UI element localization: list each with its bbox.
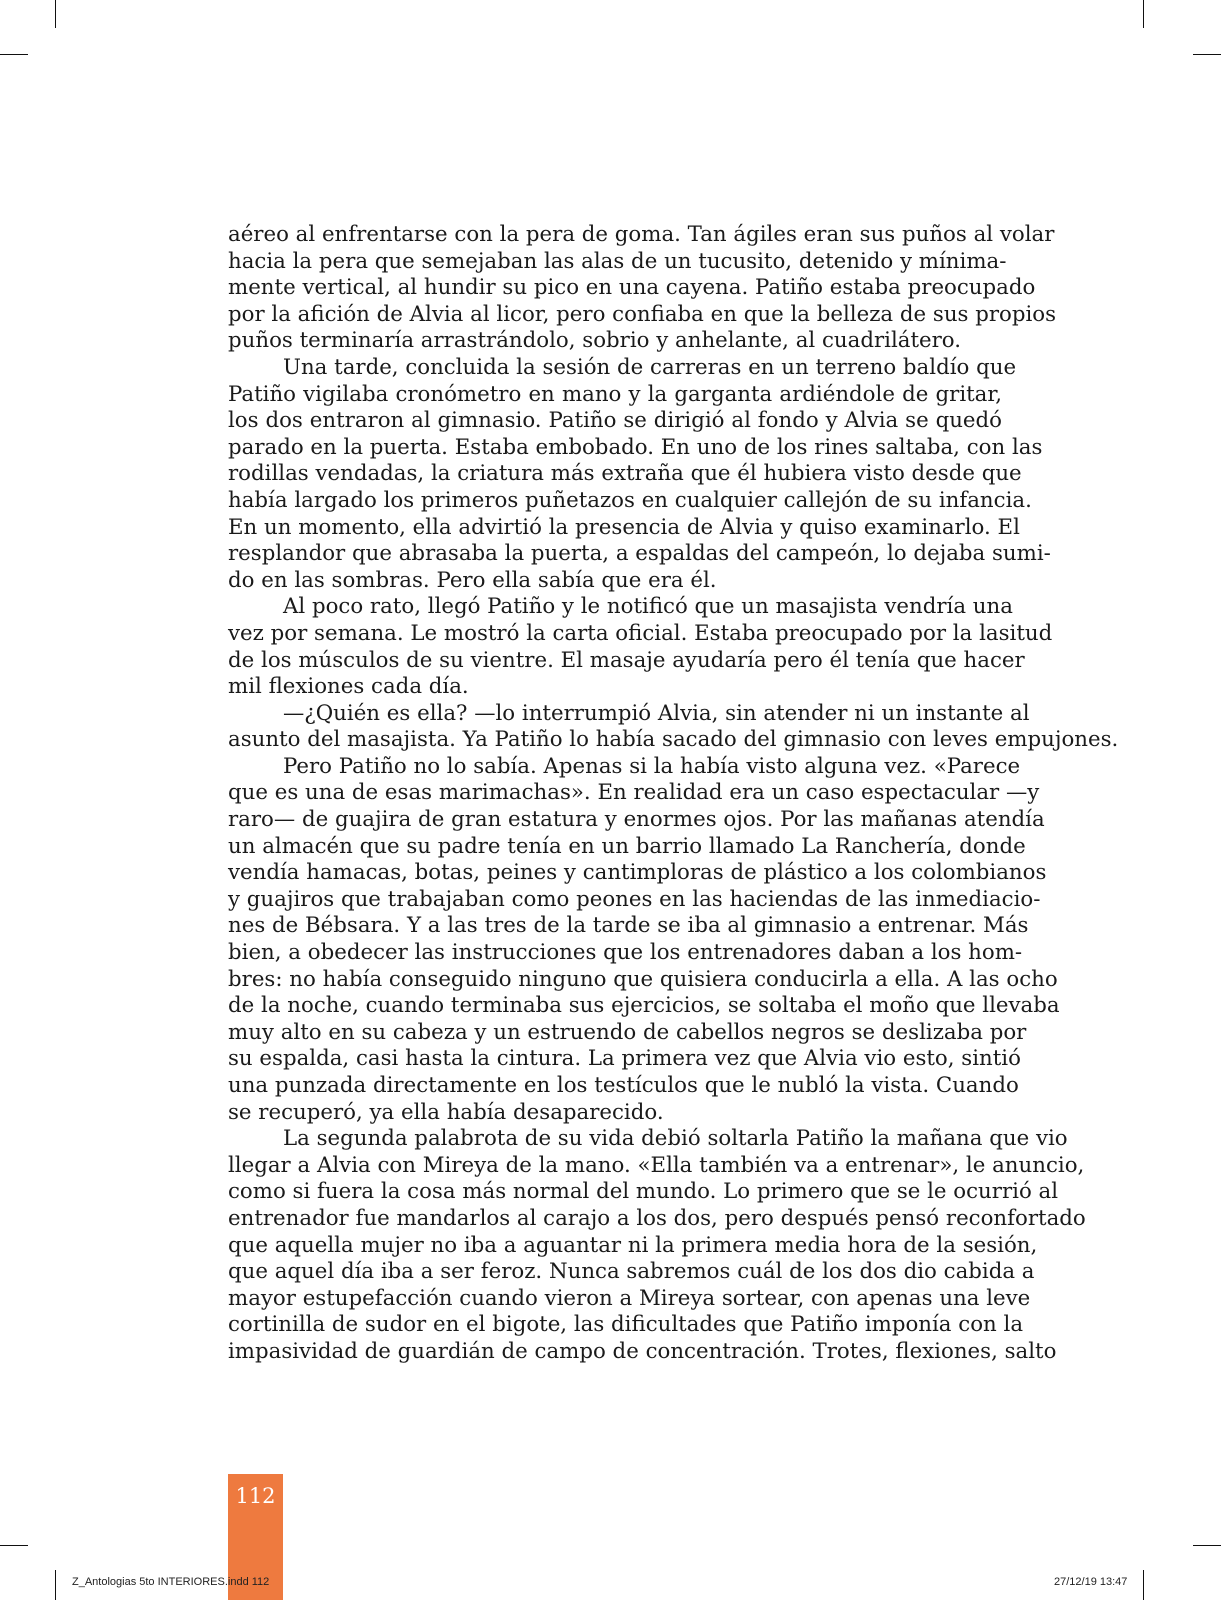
text-line: vez por semana. Le mostró la carta oficial. Estaba preocupado por la lasitud xyxy=(228,620,1053,646)
text-line: Pero Patiño no lo sabía. Apenas si la había visto alguna vez. «Parece xyxy=(283,753,1021,779)
crop-mark xyxy=(0,54,28,55)
crop-mark xyxy=(1193,1545,1221,1546)
text-line: asunto del masajista. Ya Patiño lo había sacado del gimnasio con leves empujones. xyxy=(228,727,1119,753)
text-line: mil flexiones cada día. xyxy=(228,674,469,700)
text-line: su espalda, casi hasta la cintura. La primera vez que Alvia vio esto, sintió xyxy=(228,1046,1021,1072)
text-line: de la noche, cuando terminaba sus ejercicios, se soltaba el moño que llevaba xyxy=(228,993,1060,1019)
body-text xyxy=(228,222,1119,1366)
text-line: como si fuera la cosa más normal del mundo. Lo primero que se le ocurrió al xyxy=(228,1179,1059,1205)
text-line: mayor estupefacción cuando vieron a Mireya sortear, con apenas una leve xyxy=(228,1285,1031,1311)
text-line: por la afición de Alvia al licor, pero confiaba en que la belleza de sus propios xyxy=(228,301,1057,327)
text-line: aéreo al enfrentarse con la pera de goma. Tan ágiles eran sus puños al volar xyxy=(228,222,1055,247)
text-line: llegar a Alvia con Mireya de la mano. «Ella también va a entrenar», le anuncio, xyxy=(228,1152,1085,1178)
text-line: resplandor que abrasaba la puerta, a espaldas del campeón, lo dejaba sumi- xyxy=(228,541,1051,567)
text-line: un almacén que su padre tenía en un barrio llamado La Ranchería, donde xyxy=(228,833,1026,859)
paragraph xyxy=(228,700,1119,754)
crop-mark xyxy=(55,0,56,28)
paragraph xyxy=(228,222,1057,355)
text-line: bien, a obedecer las instrucciones que los entrenadores daban a los hom- xyxy=(228,940,1023,966)
text-line: nes de Bébsara. Y a las tres de la tarde se iba al gimnasio a entrenar. Más xyxy=(228,913,1029,939)
text-line: do en las sombras. Pero ella sabía que era él. xyxy=(228,567,717,593)
text-line: Una tarde, concluida la sesión de carreras en un terreno baldío que xyxy=(283,354,1017,380)
crop-mark xyxy=(55,1570,56,1600)
paragraph xyxy=(228,753,1060,1126)
text-line: La segunda palabrota de su vida debió soltarla Patiño la mañana que vio xyxy=(283,1126,1068,1152)
text-line: que aquella mujer no iba a aguantar ni la primera media hora de la sesión, xyxy=(228,1232,1038,1258)
text-line: rodillas vendadas, la criatura más extraña que él hubiera visto desde que xyxy=(228,461,1022,487)
text-line: y guajiros que trabajaban como peones en las haciendas de las inmediacio- xyxy=(228,886,1041,912)
paragraph xyxy=(228,594,1053,700)
text-line: cortinilla de sudor en el bigote, las dificultades que Patiño imponía con la xyxy=(228,1312,1024,1338)
text-line: que aquel día iba a ser feroz. Nunca sabremos cuál de los dos dio cabida a xyxy=(228,1259,1035,1285)
text-line: de los músculos de su vientre. El masaje ayudaría pero él tenía que hacer xyxy=(228,647,1025,673)
text-line: bres: no había conseguido ninguno que quisiera conducirla a ella. A las ocho xyxy=(228,966,1058,992)
text-line: muy alto en su cabeza y un estruendo de cabellos negros se deslizaba por xyxy=(228,1019,1027,1045)
text-line: había largado los primeros puñetazos en cualquier callejón de su infancia. xyxy=(228,487,1032,513)
text-line: —¿Quién es ella? —lo interrumpió Alvia, sin atender ni un instante al xyxy=(283,700,1030,726)
text-line: los dos entraron al gimnasio. Patiño se dirigió al fondo y Alvia se quedó xyxy=(228,408,1002,434)
text-line: raro— de guajira de gran estatura y enormes ojos. Por las mañanas atendía xyxy=(228,807,1045,833)
crop-mark xyxy=(1143,0,1144,28)
crop-mark xyxy=(1193,54,1221,55)
crop-mark xyxy=(1143,1570,1144,1600)
paragraph xyxy=(228,354,1051,594)
text-line: vendía hamacas, botas, peines y cantimploras de plástico a los colombianos xyxy=(228,860,1047,886)
text-line: parado en la puerta. Estaba embobado. En uno de los rines saltaba, con las xyxy=(228,434,1043,460)
text-line: puños terminaría arrastrándolo, sobrio y anhelante, al cuadrilátero. xyxy=(228,328,962,354)
text-line: que es una de esas marimachas». En realidad era un caso espectacular —y xyxy=(228,780,1040,806)
text-line: entrenador fue mandarlos al carajo a los dos, pero después pensó reconfortado xyxy=(228,1205,1086,1231)
text-line: impasividad de guardián de campo de concentración. Trotes, flexiones, salto xyxy=(228,1338,1057,1364)
slug-filename: Z_Antologias 5to INTERIORES.indd 112 xyxy=(72,1576,270,1588)
crop-mark xyxy=(0,1545,28,1546)
slug-date: 27/12/19 13:47 xyxy=(1054,1576,1128,1588)
text-line: una punzada directamente en los testículos que le nubló la vista. Cuando xyxy=(228,1073,1019,1098)
text-line: Al poco rato, llegó Patiño y le notificó que un masajista vendría una xyxy=(283,594,1013,620)
text-line: En un momento, ella advirtió la presencia de Alvia y quiso examinarlo. El xyxy=(228,514,1020,540)
text-line: mente vertical, al hundir su pico en una cayena. Patiño estaba preocupado xyxy=(228,275,1036,301)
paragraph xyxy=(228,1126,1086,1365)
text-line: Patiño vigilaba cronómetro en mano y la garganta ardiéndole de gritar, xyxy=(228,381,1002,407)
page-number: 112 xyxy=(235,1484,276,1508)
text-line: hacia la pera que semejaban las alas de un tucusito, detenido y mínima- xyxy=(228,248,1007,274)
text-line: se recuperó, ya ella había desaparecido. xyxy=(228,1099,664,1125)
